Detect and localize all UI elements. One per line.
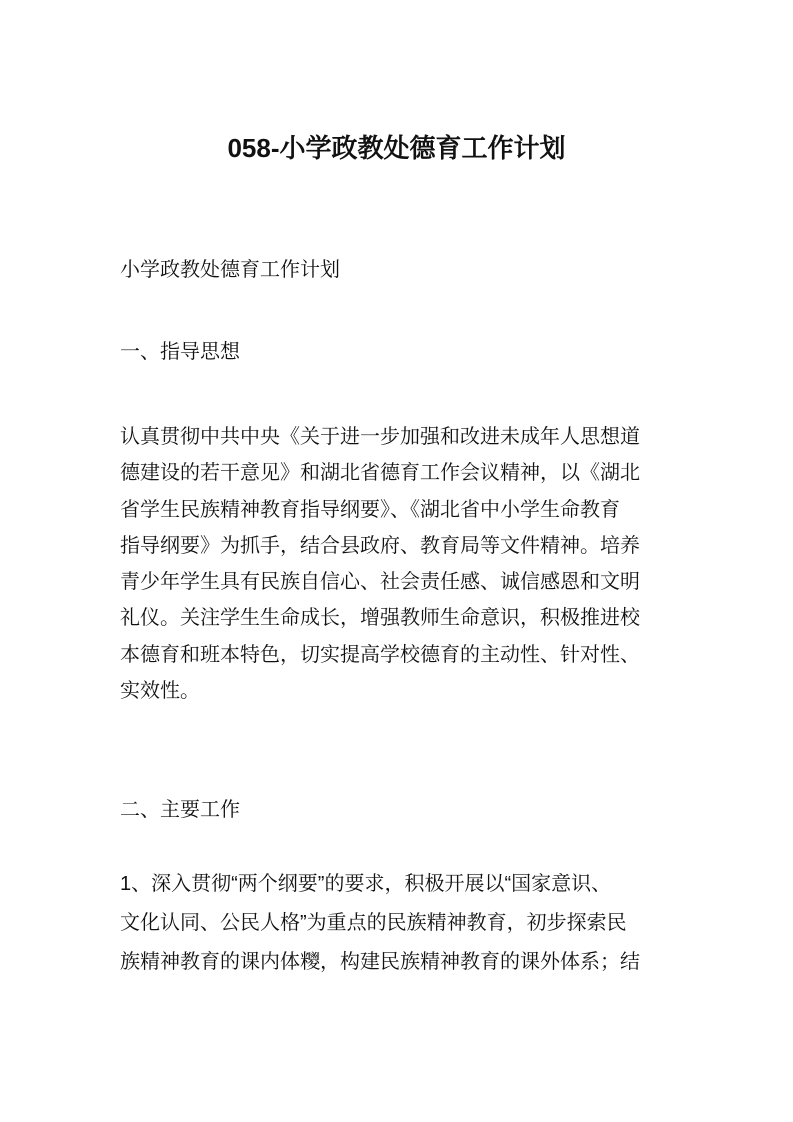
paragraph-main-work bbox=[120, 865, 680, 982]
subtitle bbox=[120, 252, 680, 289]
paragraph-line: 1、深入贯彻“两个纲要”的要求，积极开展以“国家意识、 bbox=[120, 873, 612, 895]
paragraph-line: 本德育和班本特色，切实提高学校德育的主动性、针对性、 bbox=[120, 643, 640, 666]
paragraph-line: 礼仪。关注学生生命成长，增强教师生命意识，积极推进校 bbox=[120, 607, 640, 630]
section-heading-1 bbox=[120, 334, 680, 371]
section-heading-2 bbox=[120, 792, 680, 829]
document-title: 058-小学政教处德育工作计划 bbox=[227, 133, 566, 163]
subtitle-text: 小学政教处德育工作计划 bbox=[120, 259, 340, 281]
heading-main-work: 二、主要工作 bbox=[120, 799, 240, 821]
paragraph-line: 实效性。 bbox=[120, 680, 200, 703]
paragraph-guiding-ideology bbox=[120, 419, 680, 709]
paragraph-line: 文化认同、公民人格”为重点的民族精神教育，初步探索民 bbox=[120, 912, 627, 934]
paragraph-line: 认真贯彻中共中央《关于进一步加强和改进未成年人思想道 bbox=[120, 426, 640, 448]
paragraph-line: 青少年学生具有民族自信心、社会责任感、诚信感恩和文明 bbox=[120, 571, 640, 594]
heading-guiding-ideology: 一、指导思想 bbox=[120, 341, 240, 363]
paragraph-line: 省学生民族精神教育指导纲要》、《湖北省中小学生命教育 bbox=[120, 498, 620, 521]
paragraph-line: 族精神教育的课内体糭，构建民族精神教育的课外体系；结 bbox=[120, 951, 640, 973]
paragraph-line: 德建设的若干意见》和湖北省德育工作会议精神，以《湖北 bbox=[120, 462, 640, 485]
paragraph-line: 指导纲要》为抓手，结合县政府、教育局等文件精神。培养 bbox=[120, 534, 640, 557]
